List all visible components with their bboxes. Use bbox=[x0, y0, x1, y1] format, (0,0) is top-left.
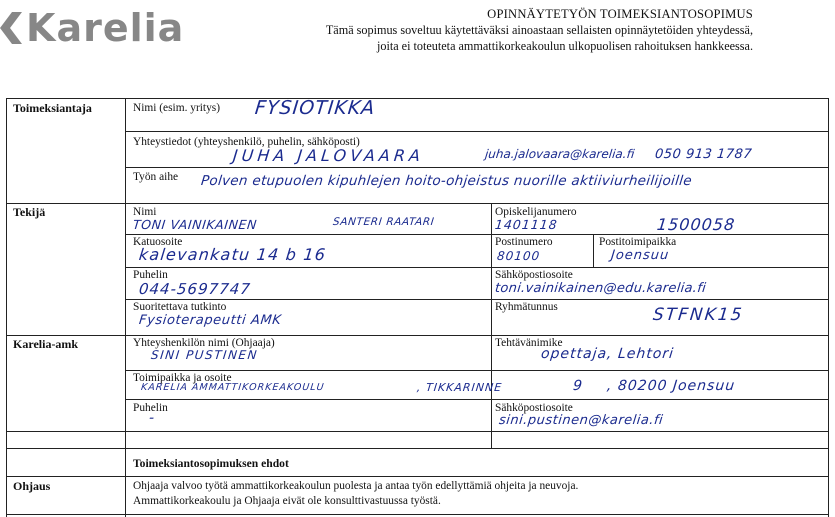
label-ohjaaja-nimi: Yhteyshenkilön nimi (Ohjaaja) bbox=[133, 337, 275, 349]
hw-sahkoposti: toni.vainikainen@edu.karelia.fi bbox=[494, 281, 707, 296]
section-toimeksiantaja: Toimeksiantaja bbox=[13, 101, 92, 115]
ehdot-heading: Toimeksiantosopimuksen ehdot bbox=[133, 457, 289, 470]
header-line-2: Tämä sopimus soveltuu käytettäväksi ainoastaan sellaisten opinnäytetöiden yhteydessä, bbox=[325, 23, 753, 37]
hw-email-contact: juha.jalovaara@karelia.fi bbox=[484, 147, 636, 161]
label-sahkoposti-2: Sähköpostiosoite bbox=[495, 402, 573, 414]
hw-aihe: Polven etupuolen kipuhlejen hoito-ohjeistus nuorille aktiiviurheilijoille bbox=[200, 173, 693, 189]
label-tutkinto: Suoritettava tutkinto bbox=[133, 301, 227, 313]
hw-nimet-1: TONI VAINIKAINEN bbox=[132, 217, 258, 232]
karelia-logo bbox=[0, 8, 184, 48]
label-nimi-yritys: Nimi (esim. yritys) bbox=[133, 102, 221, 114]
label-puhelin: Puhelin bbox=[133, 269, 168, 281]
hw-opnro-1: 1401118 bbox=[494, 217, 559, 232]
header-line-3: joita ei toteuteta ammattikorkeakoulun ulkopuolisen rahoituksen hankkeessa. bbox=[376, 39, 753, 53]
document-header bbox=[326, 6, 753, 54]
label-sahkoposti: Sähköpostiosoite bbox=[495, 269, 573, 281]
label-tyon-aihe: Työn aihe bbox=[133, 171, 179, 183]
karelia-logo-chevron-icon bbox=[0, 12, 22, 44]
hw-postitoimipaikka: Joensuu bbox=[610, 248, 671, 263]
label-opiskelijanumero: Opiskelijanumero bbox=[495, 206, 577, 218]
hw-yritys: FYSIOTIKKA bbox=[253, 97, 377, 119]
hw-puhelin-2: - bbox=[148, 410, 156, 426]
hw-ohjaaja: SINI PUSTINEN bbox=[150, 348, 259, 362]
ohjaus-text-line-1: Ohjaaja valvoo työtä ammattikorkeakoulun puolesta ja antaa työn edellyttämiä ohjeita ja neuvoja. bbox=[133, 480, 579, 492]
hw-tutkinto: Fysioterapeutti AMK bbox=[138, 313, 283, 328]
label-puhelin-2: Puhelin bbox=[133, 402, 168, 414]
label-toimipaikka: Toimipaikka ja osoite bbox=[133, 372, 232, 384]
label-ryhmatunnus: Ryhmätunnus bbox=[495, 301, 558, 313]
logo-text: Karelia bbox=[26, 6, 185, 50]
label-katuosoite: Katuosoite bbox=[133, 236, 183, 248]
hw-postinumero: 80100 bbox=[496, 249, 541, 263]
contract-form bbox=[6, 98, 829, 517]
label-postinumero: Postinumero bbox=[495, 236, 553, 248]
hw-katuosoite: kalevankatu 14 b 16 bbox=[138, 245, 328, 264]
section-tekija: Tekijä bbox=[13, 205, 46, 219]
section-ohjaus: Ohjaus bbox=[13, 479, 51, 493]
ohjaus-text-line-2: Ammattikorkeakoulu ja Ohjaaja eivät ole konsulttivastuussa työstä. bbox=[133, 495, 441, 507]
label-tehtavanimike: Tehtävänimike bbox=[495, 337, 563, 349]
label-nimi: Nimi bbox=[133, 206, 157, 218]
hw-puhelin-contact: 050 913 1787 bbox=[654, 147, 753, 162]
hw-yhteyshenkilo: JUHA JALOVAARA bbox=[232, 146, 425, 165]
hw-toimipaikka: KARELIA AMMATTIKORKEAKOULU bbox=[140, 382, 326, 393]
hw-nimet-2: SANTERI RAATARI bbox=[332, 216, 436, 228]
hw-ryhma: STFNK15 bbox=[651, 305, 745, 325]
section-karelia-amk: Karelia-amk bbox=[13, 337, 79, 351]
label-yhteystiedot: Yhteystiedot (yhteyshenkilö, puhelin, sähköposti) bbox=[133, 136, 360, 148]
label-postitoimipaikka: Postitoimipaikka bbox=[599, 236, 677, 248]
hw-postiosoite: , 80200 Joensuu bbox=[606, 378, 736, 394]
hw-tehtava: opettaja, Lehtori bbox=[540, 346, 675, 362]
hw-opnro-2: 1500058 bbox=[656, 215, 737, 234]
hw-puhelin: 044-5697747 bbox=[138, 280, 252, 298]
document-title: OPINNÄYTETYÖN TOIMEKSIANTOSOPIMUS bbox=[487, 7, 753, 21]
hw-nro: 9 bbox=[572, 378, 584, 394]
hw-sahkoposti-2: sini.pustinen@karelia.fi bbox=[498, 413, 664, 428]
hw-katu: , TIKKARINNE bbox=[416, 381, 503, 394]
